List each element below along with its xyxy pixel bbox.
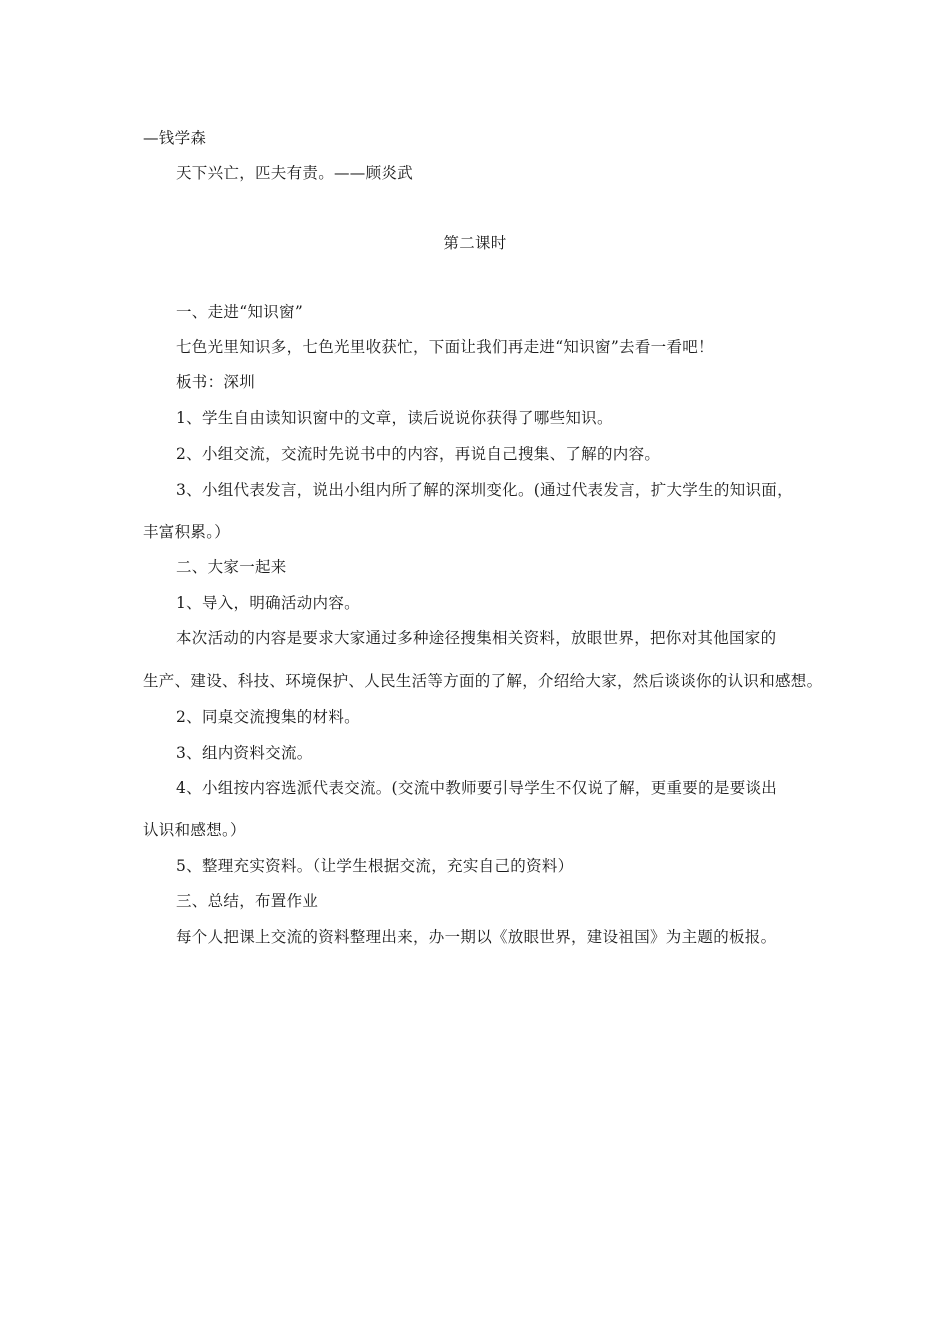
- list-item: 1、学生自由读知识窗中的文章，读后说说你获得了哪些知识。: [176, 409, 613, 427]
- part-heading-3: 三、总结，布置作业: [176, 892, 319, 910]
- part-heading-2: 二、大家一起来: [176, 558, 287, 576]
- list-item: 1、导入，明确活动内容。: [176, 594, 360, 612]
- list-item-continuation: 认识和感想。）: [143, 821, 246, 839]
- paragraph-line: 七色光里知识多，七色光里收获忙，下面让我们再走进“知识窗”去看一看吧！: [176, 338, 714, 356]
- quote-line: 天下兴亡，匹夫有责。——顾炎武: [176, 164, 414, 182]
- paragraph-line: 板书：深圳: [176, 373, 256, 391]
- list-item: 4、小组按内容选派代表交流。(交流中教师要引导学生不仅说了解，更重要的是要谈出: [176, 779, 778, 797]
- paragraph-continuation: 生产、建设、科技、环境保护、人民生活等方面的了解，介绍给大家，然后谈谈你的认识和感想。: [143, 672, 823, 690]
- section-heading: 第二课时: [443, 234, 507, 252]
- attribution-line: —钱学森: [143, 129, 207, 147]
- list-item: 3、组内资料交流。: [176, 744, 313, 762]
- list-item: 3、小组代表发言，说出小组内所了解的深圳变化。(通过代表发言，扩大学生的知识面，: [176, 481, 793, 499]
- list-item: 2、同桌交流搜集的材料。: [176, 708, 360, 726]
- paragraph-line: 本次活动的内容是要求大家通过多种途径搜集相关资料，放眼世界，把你对其他国家的: [176, 629, 777, 647]
- paragraph-line: 每个人把课上交流的资料整理出来，办一期以《放眼世界，建设祖国》为主题的板报。: [176, 928, 777, 946]
- list-item: 2、小组交流，交流时先说书中的内容，再说自己搜集、了解的内容。: [176, 445, 661, 463]
- list-item-continuation: 丰富积累。）: [143, 523, 231, 541]
- part-heading-1: 一、走进“知识窗”: [176, 303, 304, 321]
- list-item: 5、整理充实资料。（让学生根据交流，充实自己的资料）: [176, 857, 574, 875]
